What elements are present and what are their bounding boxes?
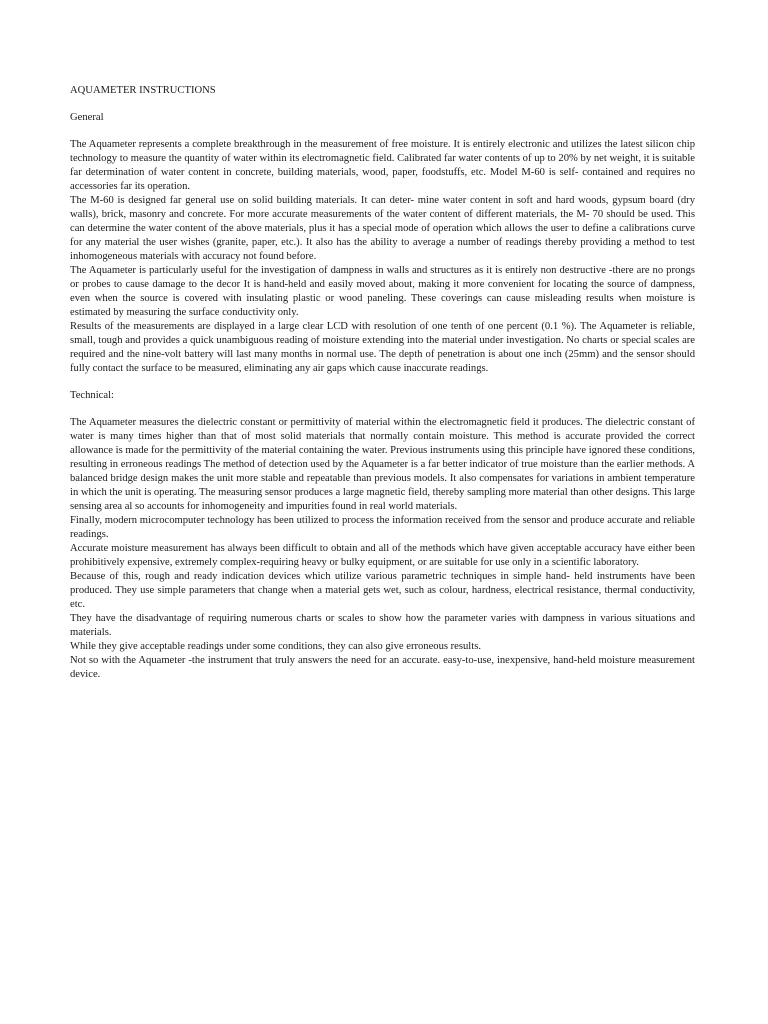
technical-paragraph-6: While they give acceptable readings under some conditions, they can also give erroneous results.	[70, 641, 481, 652]
general-paragraph-1: The Aquameter represents a complete breakthrough in the measurement of free moisture. It is entirely electronic and utilizes the latest silicon chip technology to measure the quantity of water within its electromagnetic field. Calibrated far water contents of up to 20% by net weight, it is suitable far determination of water content in concrete, building materials, wood, paper, foodstuffs, etc. Model M-60 is self- contained and requires no accessories far its operation.	[70, 139, 695, 192]
general-paragraph-4: Results of the measurements are displayed in a large clear LCD with resolution of one tenth of one percent (0.1 %). The Aquameter is reliable, small, tough and provides a quick unambiguous reading of moisture extending into the material under investigation. No charts or special scales are required and the nine-volt battery will last many months in normal use. The depth of penetration is about one inch (25mm) and the sensor should fully contact the surface to be measured, eliminating any air gaps which cause inaccurate readings.	[70, 321, 695, 374]
document-page	[70, 84, 695, 682]
general-paragraph-3: The Aquameter is particularly useful for the investigation of dampness in walls and structures as it is entirely non destructive -there are no prongs or probes to cause damage to the decor It is hand-held and easily moved about, making it more convenient for locating the source of dampness, even when the source is covered with insulating plastic or wood paneling. These coverings can cause misleading results when moisture is estimated by measuring the surface conductivity only.	[70, 265, 695, 318]
technical-paragraph-3: Accurate moisture measurement has always been difficult to obtain and all of the methods which have given acceptable accuracy have either been prohibitively expensive, extremely complex-requiring heavy or bulky equipment, or are suitable for use only in a scientific laboratory.	[70, 543, 695, 568]
technical-paragraph-2: Finally, modern microcomputer technology has been utilized to process the information received from the sensor and produce accurate and reliable readings.	[70, 515, 695, 540]
technical-paragraph-7: Not so with the Aquameter -the instrument that truly answers the need for an accurate. easy-to-use, inexpensive, hand-held moisture measurement device.	[70, 655, 695, 680]
general-paragraph-2: The M-60 is designed far general use on solid building materials. It can deter- mine water content in soft and hard woods, gypsum board (dry walls), brick, masonry and concrete. For more accurate measurements of the water content of different materials, the M- 70 should be used. This can determine the water content of the above materials, plus it has a special mode of operation which allows the user to define a calibrations curve for any material the user wishes (granite, paper, etc.). It also has the ability to average a number of readings thereby providing a method to test inhomogeneous materials with accuracy not found before.	[70, 195, 695, 262]
document-title: AQUAMETER INSTRUCTIONS	[70, 85, 216, 96]
section-heading-technical: Technical:	[70, 390, 114, 401]
technical-paragraph-1: The Aquameter measures the dielectric constant or permittivity of material within the electromagnetic field it produces. The dielectric constant of water is many times higher than that of most solid materials that normally contain moisture. This method is accurate provided the correct allowance is made for the permittivity of the material containing the water. Previous instruments using this principle have ignored these conditions, resulting in erroneous readings The method of detection used by the Aquameter is a far better indicator of true moisture than the earlier methods. A balanced bridge design makes the unit more stable and repeatable than previous models. It also compensates for variations in ambient temperature in which the unit is operating. The measuring sensor produces a large magnetic field, thereby sampling more material than other designs. This large sensing area al so accounts for inhomogeneity and impurities found in real world materials.	[70, 417, 695, 512]
technical-paragraph-4: Because of this, rough and ready indication devices which utilize various parametric techniques in simple hand- held instruments have been produced. They use simple parameters that change when a material gets wet, such as colour, hardness, electrical resistance, thermal conductivity, etc.	[70, 571, 695, 610]
technical-paragraph-5: They have the disadvantage of requiring numerous charts or scales to show how the parameter varies with dampness in various situations and materials.	[70, 613, 695, 638]
section-spacer	[70, 376, 695, 389]
section-heading-general: General	[70, 112, 104, 123]
